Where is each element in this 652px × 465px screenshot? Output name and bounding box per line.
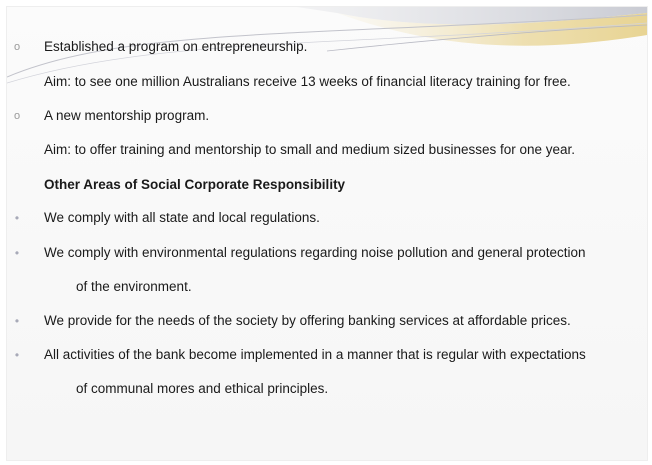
list-item: [7, 208, 647, 228]
bullet-marker: •: [14, 348, 20, 362]
list-item: [7, 140, 647, 160]
list-item: [7, 345, 647, 365]
bullet-marker: o: [13, 41, 21, 53]
bullet-marker: o: [13, 110, 21, 122]
list-item-continuation: [7, 379, 647, 399]
list-item: [7, 37, 647, 57]
list-item-text: A new mentorship program.: [44, 108, 210, 123]
list-item-text: All activities of the bank become implemented in a manner that is regular with expectations: [44, 347, 586, 362]
list-item-continuation: [7, 277, 647, 297]
slide: [6, 6, 648, 461]
list-item-text: of communal mores and ethical principles.: [76, 381, 329, 396]
bullet-marker: •: [14, 246, 20, 260]
slide-content: [7, 7, 647, 460]
section-heading: [7, 175, 647, 195]
list-item-text: Aim: to offer training and mentorship to small and medium sized businesses for one year.: [44, 142, 576, 157]
section-heading-text: Other Areas of Social Corporate Responsibility: [44, 177, 346, 192]
list-item-text: of the environment.: [76, 279, 192, 294]
bullet-marker: •: [14, 314, 20, 328]
bullet-marker: •: [14, 211, 20, 225]
list-item-text: We comply with environmental regulations regarding noise pollution and general protection: [44, 245, 586, 260]
list-item-text: We comply with all state and local regulations.: [44, 210, 320, 225]
list-item: [7, 311, 647, 331]
list-item: [7, 243, 647, 263]
list-item-text: Aim: to see one million Australians receive 13 weeks of financial literacy training for free.: [44, 74, 571, 89]
list-item-text: Established a program on entrepreneurship.: [44, 39, 308, 54]
list-item: [7, 72, 647, 92]
list-item: [7, 106, 647, 126]
list-item-text: We provide for the needs of the society by offering banking services at affordable prices.: [44, 313, 571, 328]
